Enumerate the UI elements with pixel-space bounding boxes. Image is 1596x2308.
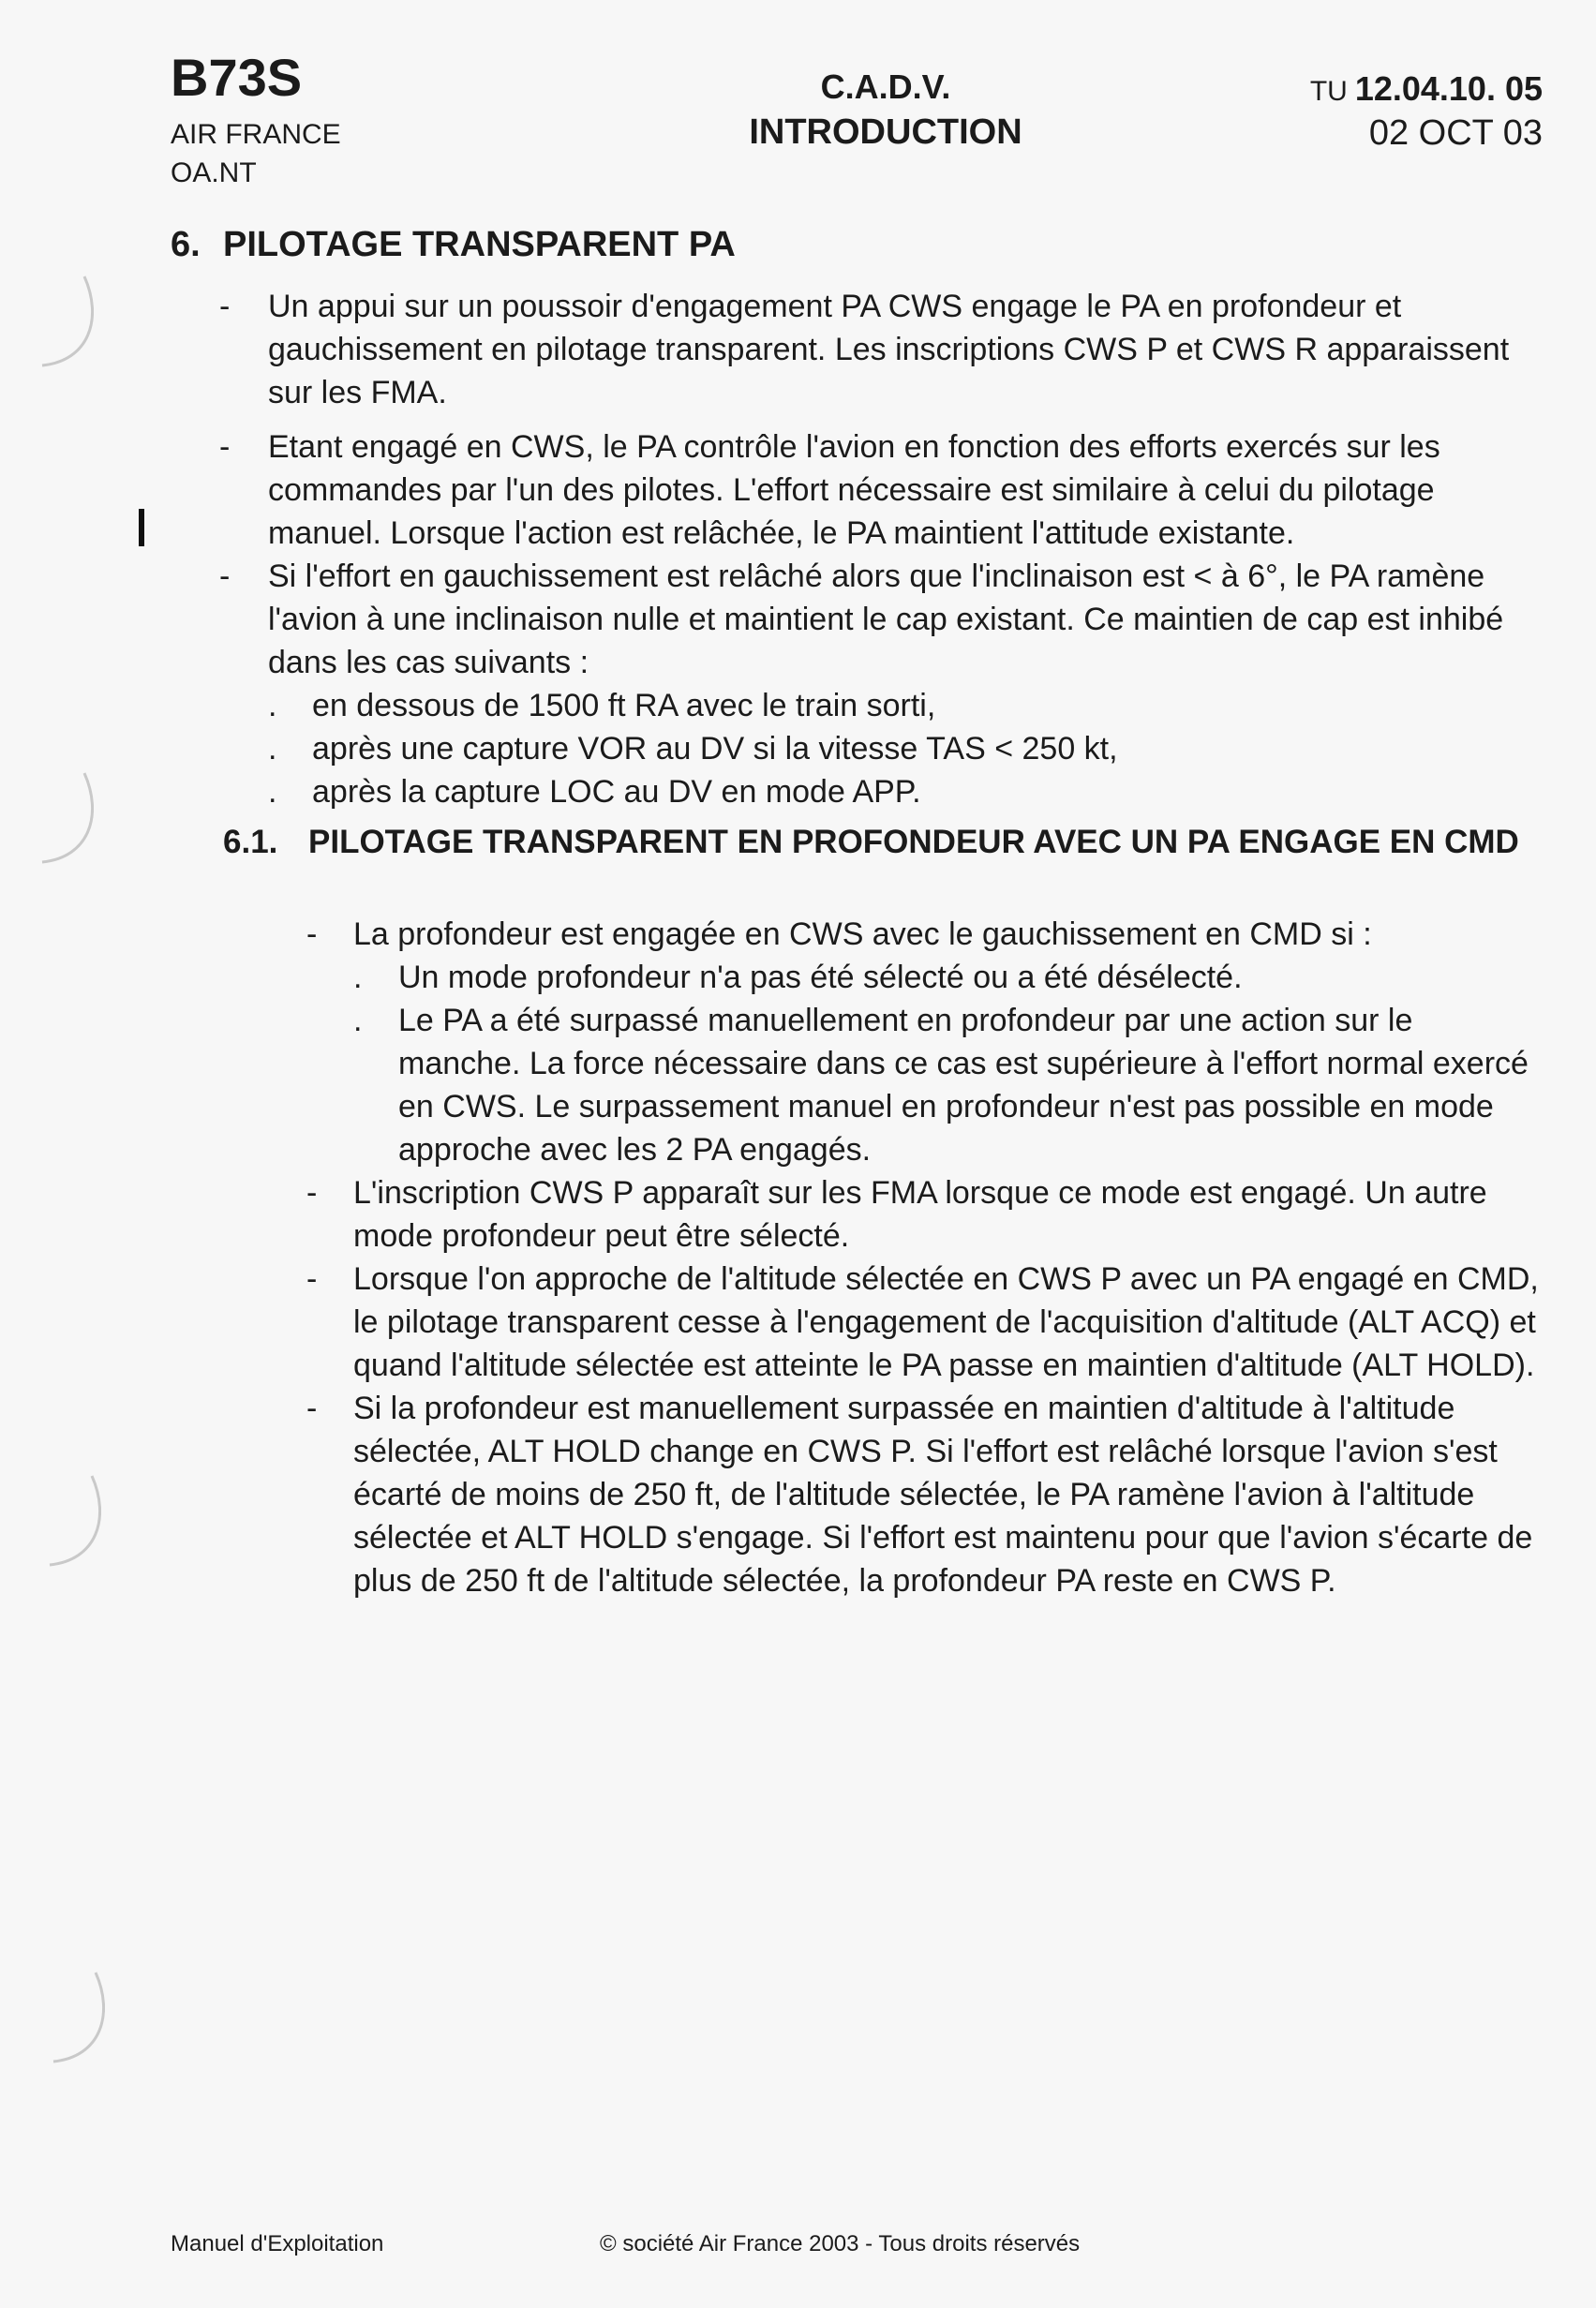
bullet-marker: - (306, 1261, 318, 1297)
sub-list-item (268, 684, 1550, 727)
list-item-text: L'inscription CWS P apparaît sur les FMA lorsque ce mode est engagé. Un autre mode profondeur peut être sélecté. (353, 1175, 1487, 1254)
sub-list-item-text: Un mode profondeur n'a pas été sélecté ou a été désélecté. (398, 960, 1243, 995)
bullet-marker: - (306, 1391, 318, 1426)
binder-hole-mark (37, 272, 94, 375)
company-name: AIR FRANCE (171, 119, 341, 150)
sub-list-item-text: Le PA a été surpassé manuellement en profondeur par une action sur le manche. La force nécessaire dans ce cas est supérieure à l'effort normal exercé en CWS. Le surpassement manuel en profondeur n'est pas possible en mode approche avec les 2 PA engagés. (398, 1003, 1529, 1168)
bullet-marker: - (219, 429, 231, 465)
sub-list-item-text: après une capture VOR au DV si la vitesse TAS < 250 kt, (312, 731, 1118, 767)
list-item (306, 1258, 1544, 1387)
list-item (306, 1387, 1544, 1602)
sub-list-item (353, 999, 1544, 1171)
bullet-marker: - (306, 916, 318, 952)
subsection-heading (223, 821, 1535, 864)
reference-number: 12.04.10. 05 (1354, 69, 1543, 108)
list-item (306, 913, 1544, 1171)
list-item (219, 285, 1550, 414)
list-item-text: Si l'effort en gauchissement est relâché alors que l'inclinaison est < à 6°, le PA ramène l'avion à une inclinaison nulle et maintient le cap existant. Ce maintien de cap est inhibé dans les cas suivants : (268, 558, 1504, 680)
sub-bullet-marker: . (353, 960, 363, 995)
section-heading (171, 225, 736, 265)
subsection-title: PILOTAGE TRANSPARENT EN PROFONDEUR AVEC UN PA ENGAGE EN CMD (308, 824, 1519, 860)
list-item-text: Si la profondeur est manuellement surpassée en maintien d'altitude à l'altitude sélectée, ALT HOLD change en CWS P. Si l'effort est relâché lorsque l'avion s'est écarté de moins de 250 ft, de l'altitude sélectée, le PA ramène l'avion à l'altitude sélectée et ALT HOLD s'engage. Si l'effort est maintenu pour que l'avion s'écarte de plus de 250 ft de l'altitude sélectée, la profondeur PA reste en CWS P. (353, 1391, 1533, 1599)
bullet-marker: - (219, 558, 231, 594)
aircraft-model: B73S (171, 48, 303, 107)
manual-name: C.A.D.V. (820, 67, 951, 106)
binder-hole-mark (49, 1968, 105, 2071)
list-item-text: Un appui sur un poussoir d'engagement PA CWS engage le PA en profondeur et gauchissement en pilotage transparent. Les inscriptions CWS P et CWS R apparaissent sur les FMA. (268, 289, 1510, 410)
subsection-number: 6.1. (223, 824, 278, 860)
bullet-marker: - (306, 1175, 318, 1211)
sub-list (353, 956, 1544, 1171)
subsection-bullet-list (306, 913, 1544, 1602)
binder-hole-mark (37, 768, 94, 871)
list-item (306, 1171, 1544, 1258)
sub-list-item (268, 770, 1550, 813)
bullet-marker: - (219, 289, 231, 324)
section-number: 6. (171, 225, 201, 264)
sub-bullet-marker: . (268, 688, 277, 723)
list-item (219, 425, 1550, 555)
sub-list (268, 684, 1550, 813)
revision-change-bar (139, 509, 144, 546)
footer-copyright: © société Air France 2003 - Tous droits réservés (600, 2231, 1081, 2256)
sub-bullet-marker: . (268, 774, 277, 810)
sub-bullet-marker: . (268, 731, 277, 767)
binder-hole-mark (45, 1471, 101, 1574)
page-reference (1310, 69, 1543, 109)
department-code: OA.NT (171, 157, 257, 188)
chapter-title: INTRODUCTION (749, 112, 1022, 152)
section-bullet-list (219, 285, 1550, 813)
list-item-text: Etant engagé en CWS, le PA contrôle l'avion en fonction des efforts exercés sur les commandes par l'un des pilotes. L'effort nécessaire est similaire à celui du pilotage manuel. Lorsque l'action est relâchée, le PA maintient l'attitude existante. (268, 429, 1440, 551)
list-item (219, 555, 1550, 813)
sub-list-item (353, 956, 1544, 999)
sub-list-item-text: en dessous de 1500 ft RA avec le train sorti, (312, 688, 936, 723)
footer-manual-name: Manuel d'Exploitation (171, 2231, 384, 2256)
sub-list-item (268, 727, 1550, 770)
sub-bullet-marker: . (353, 1003, 363, 1038)
list-item-text: La profondeur est engagée en CWS avec le gauchissement en CMD si : (353, 916, 1372, 952)
list-item-text: Lorsque l'on approche de l'altitude sélectée en CWS P avec un PA engagé en CMD, le pilotage transparent cesse à l'engagement de l'acquisition d'altitude (ALT ACQ) et quand l'altitude sélectée est atteinte le PA passe en maintien d'altitude (ALT HOLD). (353, 1261, 1539, 1383)
section-title: PILOTAGE TRANSPARENT PA (223, 225, 736, 264)
revision-date: 02 OCT 03 (1368, 113, 1543, 153)
sub-list-item-text: après la capture LOC au DV en mode APP. (312, 774, 921, 810)
reference-prefix: TU (1309, 76, 1348, 107)
